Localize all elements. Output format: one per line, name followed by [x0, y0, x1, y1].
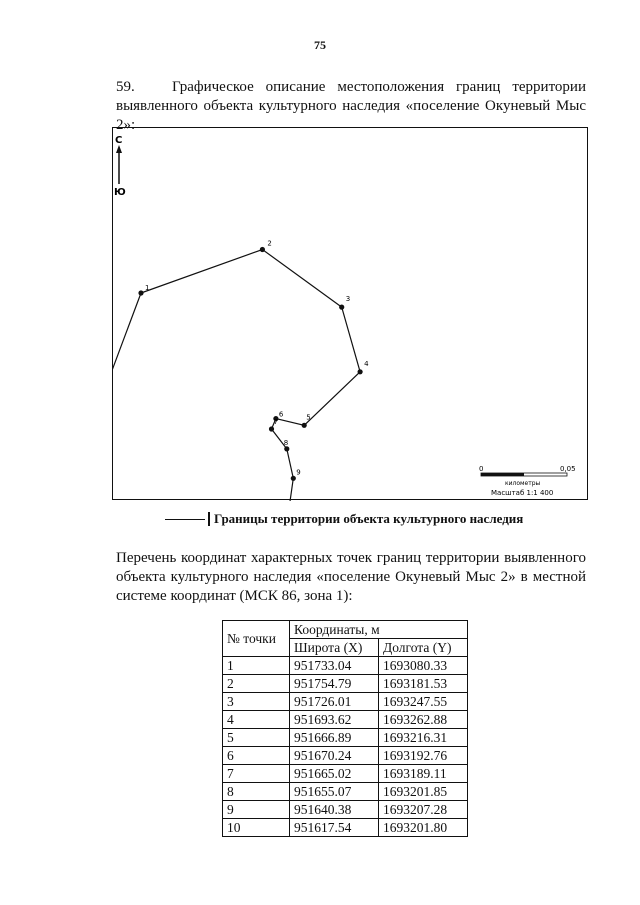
point-label: 3 — [345, 295, 351, 304]
scale-bar-fill — [481, 473, 524, 476]
lat-cell: 951693.62 — [290, 711, 379, 729]
page-number: 75 — [314, 38, 326, 52]
header-lat: Широта (X) — [290, 639, 379, 657]
table-row — [223, 765, 468, 783]
point-label: 5 — [306, 413, 311, 422]
point-cell: 5 — [223, 729, 290, 747]
section-title: Графическое описание местоположения границ территории выявленного объекта культурного наследия «поселение Окуневый Мыс 2»: — [116, 79, 586, 133]
lon-cell: 1693247.55 — [379, 693, 468, 711]
north-label: С — [115, 135, 123, 146]
lon-cell: 1693189.11 — [379, 765, 468, 783]
table-row — [223, 657, 468, 675]
scale-start-label: 0 — [479, 465, 484, 473]
legend-label: Границы территории объекта культурного наследия — [214, 511, 524, 526]
lat-cell: 951665.02 — [290, 765, 379, 783]
boundary-point — [339, 305, 344, 310]
boundary-point — [284, 446, 289, 451]
lon-cell: 1693192.76 — [379, 747, 468, 765]
boundary-point — [291, 476, 296, 481]
point-label: 9 — [296, 468, 301, 477]
lon-cell: 1693181.53 — [379, 675, 468, 693]
coordinates-table — [222, 620, 468, 837]
coordinates-description: Перечень координат характерных точек границ территории выявленного объекта культурного наследия «поселение Окуневый Мыс 2» в местной системе координат (МСК 86, зона 1): — [116, 550, 586, 604]
south-label: Ю — [114, 187, 126, 198]
header-coords: Координаты, м — [290, 621, 468, 639]
point-label: 7 — [273, 418, 278, 426]
boundary-map — [112, 127, 588, 500]
point-cell: 3 — [223, 693, 290, 711]
boundary-point — [269, 426, 274, 431]
lat-cell: 951617.54 — [290, 819, 379, 837]
map-legend — [165, 510, 523, 528]
point-cell: 8 — [223, 783, 290, 801]
boundary-point — [260, 247, 265, 252]
boundary-point — [302, 423, 307, 428]
boundary-point — [138, 290, 143, 295]
table-row — [223, 801, 468, 819]
lat-cell: 951640.38 — [290, 801, 379, 819]
point-cell: 4 — [223, 711, 290, 729]
scale-unit-label: километры — [505, 480, 541, 487]
point-cell: 2 — [223, 675, 290, 693]
lat-cell: 951726.01 — [290, 693, 379, 711]
lat-cell: 951733.04 — [290, 657, 379, 675]
lon-cell: 1693201.85 — [379, 783, 468, 801]
scale-bar — [479, 465, 576, 497]
boundary-point — [358, 369, 363, 374]
table-body — [223, 657, 468, 837]
point-label: 8 — [283, 438, 289, 447]
lon-cell: 1693080.33 — [379, 657, 468, 675]
header-lon: Долгота (Y) — [379, 639, 468, 657]
scale-end-label: 0,05 — [560, 465, 576, 473]
point-label: 2 — [267, 239, 272, 248]
table-row — [223, 729, 468, 747]
lon-cell: 1693216.31 — [379, 729, 468, 747]
table-row — [223, 711, 468, 729]
lat-cell: 951666.89 — [290, 729, 379, 747]
north-arrow — [114, 135, 126, 198]
point-cell: 7 — [223, 765, 290, 783]
lat-cell: 951670.24 — [290, 747, 379, 765]
boundary-line — [113, 250, 360, 502]
table-row — [223, 693, 468, 711]
legend-line-swatch — [165, 519, 205, 520]
legend-tick — [208, 512, 210, 526]
section-number: 59. — [116, 79, 135, 95]
table-row — [223, 747, 468, 765]
lon-cell: 1693201.80 — [379, 819, 468, 837]
boundary-layer — [113, 240, 369, 502]
point-label: 6 — [278, 410, 284, 419]
lon-cell: 1693262.88 — [379, 711, 468, 729]
point-cell: 1 — [223, 657, 290, 675]
point-label: 1 — [145, 284, 150, 292]
table-row — [223, 675, 468, 693]
header-point: № точки — [223, 621, 290, 657]
lat-cell: 951655.07 — [290, 783, 379, 801]
lat-cell: 951754.79 — [290, 675, 379, 693]
map-canvas — [113, 128, 589, 501]
scale-text: Масштаб 1:1 400 — [491, 489, 554, 497]
table-row — [223, 783, 468, 801]
point-cell: 6 — [223, 747, 290, 765]
point-cell: 10 — [223, 819, 290, 837]
table-header-row — [223, 621, 468, 639]
point-cell: 9 — [223, 801, 290, 819]
lon-cell: 1693207.28 — [379, 801, 468, 819]
point-label: 4 — [364, 359, 369, 368]
table-row — [223, 819, 468, 837]
